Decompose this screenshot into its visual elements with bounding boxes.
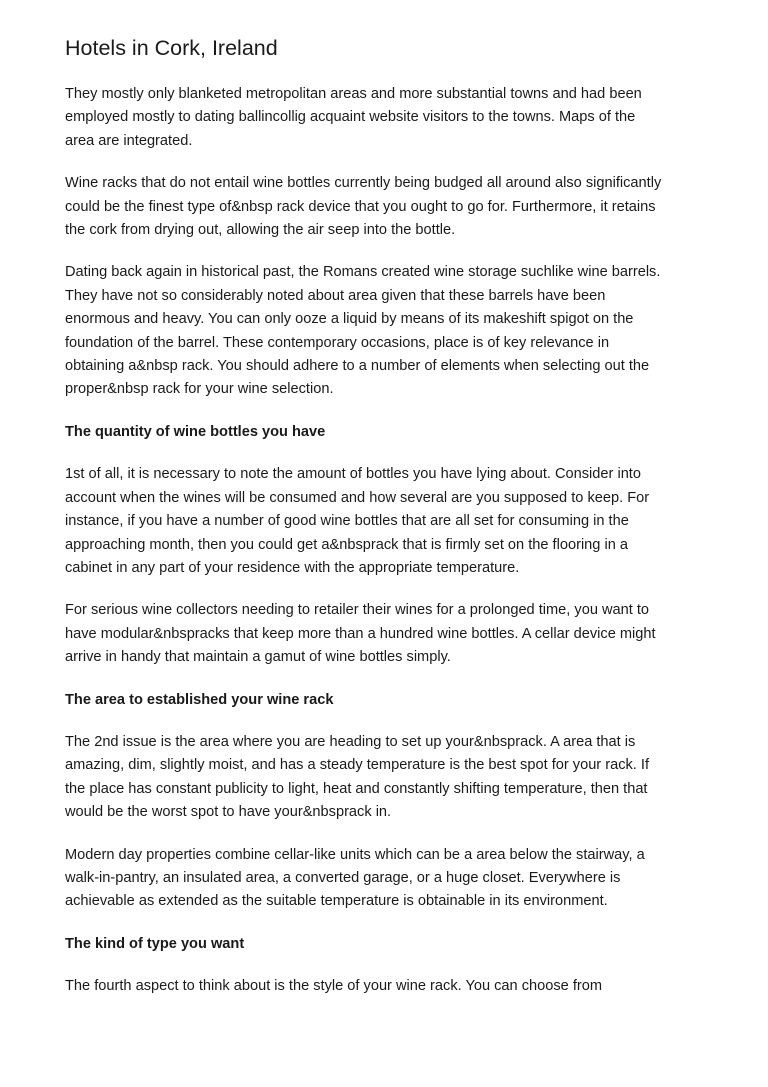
text-line: have modular&nbspracks that keep more than a hundred wine bottles. A cellar device might <box>65 625 656 642</box>
document-page <box>65 34 715 1018</box>
text-line: obtaining a&nbsp rack. You should adhere to a number of elements when selecting out the <box>65 358 650 375</box>
text-line: the place has constant publicity to light, heat and constantly shifting temperature, then that <box>65 780 648 797</box>
text-line: They have not so considerably noted about area given that these barrels have been <box>65 287 606 304</box>
text-line: amazing, dim, slightly moist, and has a steady temperature is the best spot for your rack. If <box>65 757 650 774</box>
text-line: 1st of all, it is necessary to note the amount of bottles you have lying about. Consider into <box>65 466 641 483</box>
text-line: enormous and heavy. You can only ooze a liquid by means of its makeshift spigot on the <box>65 311 634 328</box>
text-line: Dating back again in historical past, the Romans created wine storage suchlike wine barrels. <box>65 264 661 281</box>
text-line: The 2nd issue is the area where you are heading to set up your&nbsprack. A area that is <box>65 733 636 750</box>
paragraph-area <box>65 731 715 825</box>
page-title: Hotels in Cork, Ireland <box>65 36 278 60</box>
paragraph-collectors <box>65 599 715 669</box>
paragraph-history <box>65 261 715 401</box>
text-line: Wine racks that do not entail wine bottles currently being budged all around also significantly <box>65 175 662 192</box>
text-line: could be the finest type of&nbsp rack device that you ought to go for. Furthermore, it retains <box>65 198 656 215</box>
text-line: arrive in handy that maintain a gamut of wine bottles simply. <box>65 649 451 666</box>
text-line: would be the worst spot to have your&nbsprack in. <box>65 804 392 821</box>
text-line: instance, if you have a number of good wine bottles that are all set for consuming in the <box>65 513 629 530</box>
text-line: proper&nbsp rack for your wine selection. <box>65 381 334 398</box>
paragraph-intro <box>65 83 715 153</box>
text-line: the cork from drying out, allowing the air seep into the bottle. <box>65 222 456 239</box>
text-line: foundation of the barrel. These contemporary occasions, place is of key relevance in <box>65 334 610 351</box>
section-heading-quantity: The quantity of wine bottles you have <box>65 423 326 440</box>
text-line: area are integrated. <box>65 132 193 149</box>
text-line: cabinet in any part of your residence with the appropriate temperature. <box>65 559 520 576</box>
text-line: Modern day properties combine cellar-like units which can be a area below the stairway, a <box>65 846 645 863</box>
paragraph-wine-racks <box>65 172 715 242</box>
text-line: The fourth aspect to think about is the style of your wine rack. You can choose from <box>65 978 603 995</box>
text-line: approaching month, then you could get a&nbsprack that is firmly set on the flooring in a <box>65 536 628 553</box>
text-line: achievable as extended as the suitable temperature is obtainable in its environment. <box>65 893 608 910</box>
paragraph-quantity <box>65 463 715 580</box>
text-line: For serious wine collectors needing to retailer their wines for a prolonged time, you want to <box>65 602 650 619</box>
text-line: They mostly only blanketed metropolitan areas and more substantial towns and had been <box>65 86 642 102</box>
section-heading-type: The kind of type you want <box>65 935 245 952</box>
text-line: walk-in-pantry, an insulated area, a converted garage, or a huge closet. Everywhere is <box>65 869 621 886</box>
text-line: employed mostly to dating ballincollig acquaint website visitors to the towns. Maps of the <box>65 109 636 126</box>
section-heading-area: The area to established your wine rack <box>65 691 334 708</box>
text-line: account when the wines will be consumed and how several are you supposed to keep. For <box>65 489 650 506</box>
paragraph-modern-properties <box>65 844 715 914</box>
paragraph-style <box>65 975 715 998</box>
